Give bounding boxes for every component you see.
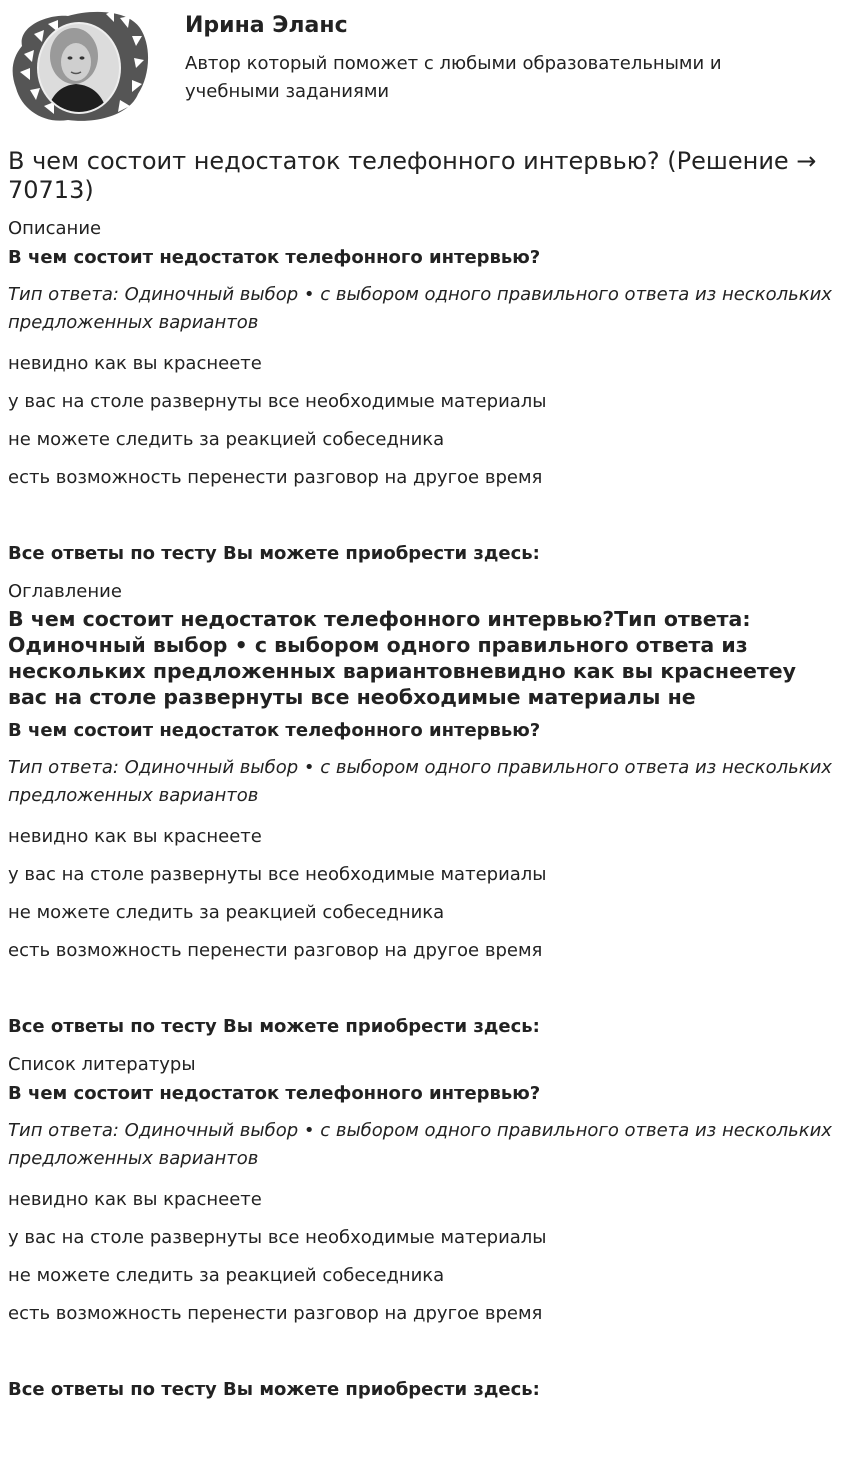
- description-section: [8, 218, 838, 565]
- literature-section: [8, 1054, 838, 1401]
- answer-option: есть возможность перенести разговор на другое время: [8, 940, 543, 961]
- answer-option: не можете следить за реакцией собеседника: [8, 902, 445, 923]
- section-label-toc: Оглавление: [8, 581, 122, 602]
- toc-section: [8, 581, 838, 1038]
- question-text: В чем состоит недостаток телефонного интервью?: [8, 720, 541, 741]
- author-photo-icon: [8, 6, 150, 126]
- page-title: В чем состоит недостаток телефонного интервью? (Решение → 70713): [8, 147, 817, 204]
- question-text: В чем состоит недостаток телефонного интервью?: [8, 1083, 541, 1104]
- author-avatar[interactable]: [8, 6, 150, 126]
- answer-type: Тип ответа: Одиночный выбор • с выбором одного правильного ответа из нескольких предложенных вариантов: [8, 1120, 832, 1169]
- answer-option: у вас на столе развернуты все необходимые материалы: [8, 391, 547, 412]
- toc-summary: В чем состоит недостаток телефонного интервью?Тип ответа: Одиночный выбор • с выбором одного правильного ответа из нескольких предложенных вариантовневидно как вы краснеетеу вас на столе развернуты все необходимые материалы не: [8, 607, 797, 709]
- answer-option: есть возможность перенести разговор на другое время: [8, 1303, 543, 1324]
- answer-option: невидно как вы краснеете: [8, 1189, 262, 1210]
- section-label-description: Описание: [8, 218, 102, 239]
- answer-option: невидно как вы краснеете: [8, 353, 262, 374]
- question-text: В чем состоит недостаток телефонного интервью?: [8, 247, 541, 268]
- section-label-literature: Список литературы: [8, 1054, 196, 1075]
- buy-answers-text: Все ответы по тесту Вы можете приобрести здесь:: [8, 543, 540, 564]
- answer-option: невидно как вы краснеете: [8, 826, 262, 847]
- answer-option: не можете следить за реакцией собеседника: [8, 429, 445, 450]
- answer-type: Тип ответа: Одиночный выбор • с выбором одного правильного ответа из нескольких предложенных вариантов: [8, 284, 832, 333]
- author-description: Автор который поможет с любыми образовательными и учебными заданиями: [185, 53, 722, 102]
- answer-option: не можете следить за реакцией собеседника: [8, 1265, 445, 1286]
- page: [8, 0, 838, 1401]
- answer-option: у вас на столе развернуты все необходимые материалы: [8, 1227, 547, 1248]
- answer-type: Тип ответа: Одиночный выбор • с выбором одного правильного ответа из нескольких предложенных вариантов: [8, 757, 832, 806]
- answer-option: есть возможность перенести разговор на другое время: [8, 467, 543, 488]
- author-header: [8, 0, 838, 132]
- answer-option: у вас на столе развернуты все необходимые материалы: [8, 864, 547, 885]
- buy-answers-text: Все ответы по тесту Вы можете приобрести здесь:: [8, 1016, 540, 1037]
- author-name[interactable]: Ирина Эланс: [185, 13, 348, 38]
- buy-answers-text: Все ответы по тесту Вы можете приобрести здесь:: [8, 1379, 540, 1400]
